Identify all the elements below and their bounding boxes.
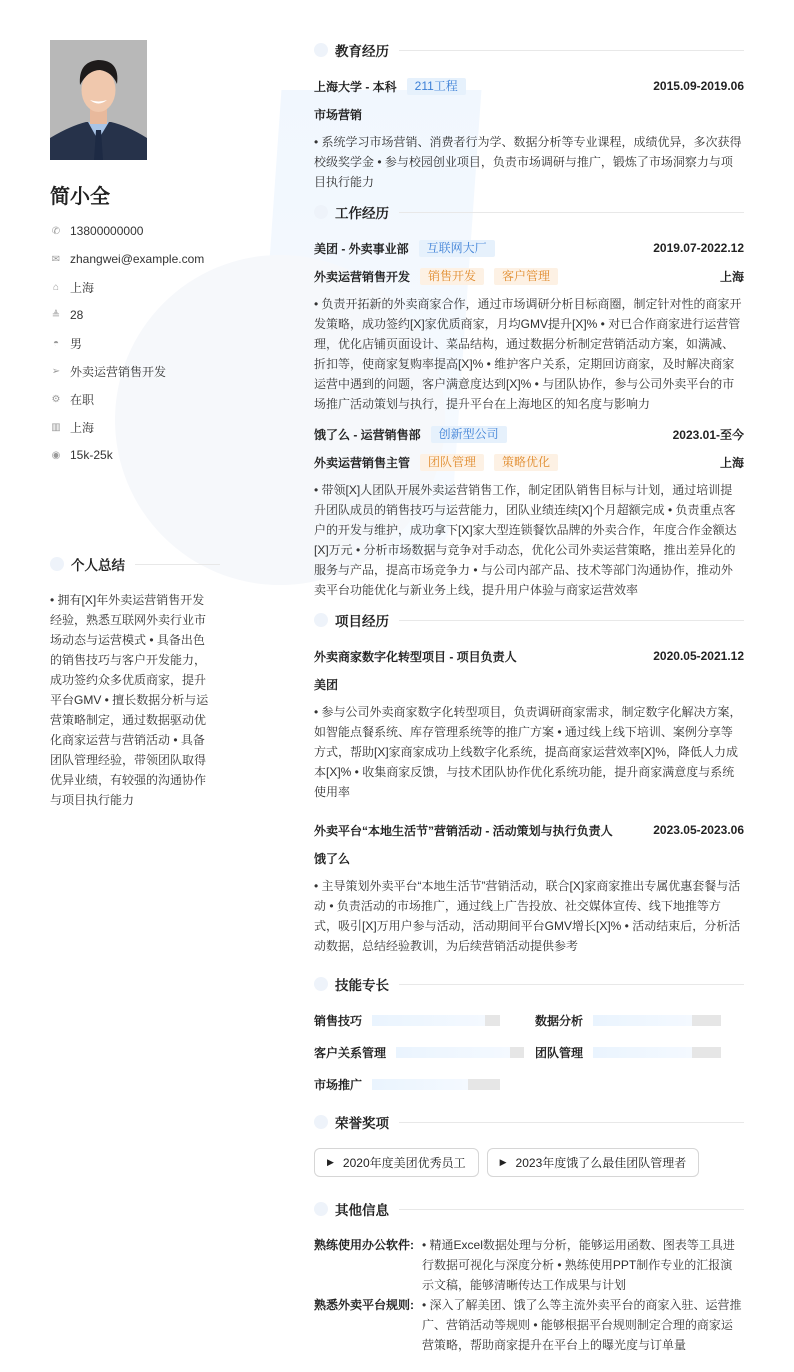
work-date: 2023.01-至今 — [672, 427, 744, 442]
contact-gender — [50, 329, 220, 357]
work-city: 上海 — [719, 269, 744, 284]
contact-city — [50, 413, 220, 441]
skill-level-fill — [396, 1047, 510, 1058]
divider — [399, 1122, 744, 1123]
contact-text: 13800000000 — [70, 224, 144, 238]
award-item — [487, 1148, 700, 1177]
project-desc: • 参与公司外卖商家数字化转型项目，负责调研商家需求，制定数字化解决方案，如智能点餐系统、库存管理系统等的推广方案 • 通过线上线下培训、案例分享等方式，帮助[X]家商家成功上线数字化系统，提高商家运营效率[X]%，降低人力成本[X]% • 收集商家反馈，与技术团队协作优化系统功能，提升商家满意度与系统使用率 — [314, 705, 742, 799]
school-name: 上海大学 - 本科 — [314, 79, 397, 94]
project-entry — [314, 820, 744, 956]
project-org: 美团 — [314, 677, 339, 692]
section-header-other — [314, 1199, 744, 1219]
role-tag: 客户管理 — [494, 268, 558, 285]
other-item — [314, 1235, 744, 1295]
project-date: 2023.05-2023.06 — [653, 823, 744, 837]
section-header-awards — [314, 1112, 744, 1132]
role-tag: 策略优化 — [494, 454, 558, 471]
send-icon: ➢ — [51, 365, 61, 377]
divider — [399, 984, 744, 985]
work-entry — [314, 424, 744, 600]
project-name: 外卖商家数字化转型项目 - 项目负责人 — [314, 649, 517, 664]
section-dot-icon — [314, 205, 328, 219]
section-dot-icon — [314, 977, 328, 991]
skill-level-bar — [372, 1015, 500, 1026]
salary-icon: ◉ — [51, 449, 61, 461]
project-org: 饿了么 — [314, 851, 351, 866]
role-tag: 销售开发 — [420, 268, 484, 285]
phone-icon: ✆ — [51, 225, 61, 237]
skill-item — [314, 1074, 535, 1094]
skill-item — [314, 1042, 535, 1062]
skill-item — [314, 1010, 535, 1030]
skill-level-fill — [372, 1015, 485, 1026]
work-desc: • 带领[X]人团队开展外卖运营销售工作，制定团队销售目标与计划，通过培训提升团队成员的销售技巧与运营能力，团队业绩连续[X]个月超额完成 • 负责重点客户的开发与维护，成功拿下[X]家大型连锁餐饮品牌的外卖合作，年度合作金额达[X]万元 • 分析市场数据与竞争对手动态，优化公司外卖运营策略，推出差异化的服务与产品，提高市场竞争力 • 与公司内部产品、技术等部门沟通协作，推动外卖平台功能优化与新业务上线，提升用户体验与商家运营效率 — [314, 483, 737, 597]
skill-level-fill — [372, 1079, 468, 1090]
contact-text: 28 — [70, 308, 84, 322]
contact-text: 上海 — [70, 420, 95, 435]
skill-name: 数据分析 — [535, 1013, 584, 1028]
contact-status — [50, 385, 220, 413]
project-desc: • 主导策划外卖平台“本地生活节”营销活动，联合[X]家商家推出专属优惠套餐与活动 • 负责活动的市场推广，通过线上广告投放、社交媒体宣传、线下地推等方式，吸引[X]万用户参与活动，活动期间平台GMV增长[X]% • 活动结束后，分析活动数据，总结经验教训，为后续营销活动提供参考 — [314, 879, 741, 953]
skill-level-fill — [593, 1047, 692, 1058]
gender-icon: ◓ — [52, 337, 60, 349]
section-dot-icon — [314, 1115, 328, 1129]
contact-text: 在职 — [70, 392, 95, 407]
contact-position — [50, 357, 220, 385]
play-triangle-icon: ▶ — [499, 1157, 507, 1167]
section-title: 个人总结 — [71, 558, 125, 573]
other-text: • 精通Excel数据处理与分析，能够运用函数、图表等工具进行数据可视化与深度分析 • 熟练使用PPT制作专业的汇报演示文稿，能够清晰传达工作成果与计划 — [422, 1238, 735, 1292]
contact-list — [50, 217, 220, 469]
project-entry — [314, 646, 744, 802]
awards-list — [314, 1148, 744, 1177]
contact-text: zhangwei@example.com — [70, 252, 205, 266]
divider — [399, 50, 744, 51]
section-dot-icon — [314, 1202, 328, 1216]
company-name: 美团 - 外卖事业部 — [314, 241, 409, 256]
education-date: 2015.09-2019.06 — [653, 79, 744, 93]
cake-icon: ≜ — [51, 309, 61, 321]
mail-icon: ✉ — [51, 253, 61, 265]
section-title: 技能专长 — [335, 978, 389, 993]
main-content — [314, 40, 744, 1355]
skill-name: 市场推广 — [314, 1077, 363, 1092]
sidebar — [50, 40, 220, 810]
other-text: • 深入了解美团、饿了么等主流外卖平台的商家入驻、运营推广、营销活动等规则 • 能够根据平台规则制定合理的商家运营策略，帮助商家提升在平台上的曝光度与订单量 — [422, 1298, 742, 1352]
skill-name: 客户关系管理 — [314, 1045, 387, 1060]
company-tag: 互联网大厂 — [419, 240, 495, 257]
project-name: 外卖平台“本地生活节”营销活动 - 活动策划与执行负责人 — [314, 823, 613, 838]
company-name: 饿了么 - 运营销售部 — [314, 427, 421, 442]
skill-level-fill — [593, 1015, 692, 1026]
section-header-education — [314, 40, 744, 60]
major: 市场营销 — [314, 107, 363, 122]
contact-hometown — [50, 273, 220, 301]
profile-photo — [50, 40, 147, 160]
section-header-skills — [314, 974, 744, 994]
contact-age — [50, 301, 220, 329]
divider — [135, 564, 220, 565]
other-label: 熟悉外卖平台规则: — [314, 1298, 414, 1312]
skill-level-bar — [593, 1015, 721, 1026]
contact-text: 15k-25k — [70, 448, 113, 462]
candidate-name: 简小全 — [50, 186, 110, 208]
home-icon: ⌂ — [52, 281, 60, 293]
section-dot-icon — [50, 557, 64, 571]
work-entry — [314, 238, 744, 414]
award-name: 2023年度饿了么最佳团队管理者 — [515, 1156, 687, 1170]
work-date: 2019.07-2022.12 — [653, 241, 744, 255]
company-tag: 创新型公司 — [431, 426, 507, 443]
education-desc: • 系统学习市场营销、消费者行为学、数据分析等专业课程，成绩优异，多次获得校级奖学金 • 参与校园创业项目，负责市场调研与推广，锻炼了市场洞察力与项目执行能力 — [314, 135, 742, 189]
section-header-projects — [314, 610, 744, 630]
skill-level-bar — [372, 1079, 500, 1090]
contact-phone — [50, 217, 220, 245]
work-desc: • 负责开拓新的外卖商家合作，通过市场调研分析目标商圈，制定针对性的商家开发策略，成功签约[X]家优质商家，月均GMV提升[X]% • 对已合作商家进行运营管理，优化店铺页面设计、菜品结构，通过数据分析制定营销活动方案，如满减、折扣等，使商家复购率提高[X]% • 维护客户关系，定期回访商家，及时解决商家运营中遇到的问题，客户满意度达到[X]% • 与团队协作，参与公司外卖平台的市场推广活动策划与执行，提升平台在上海地区的知名度与影响力 — [314, 297, 742, 411]
other-item — [314, 1295, 744, 1355]
contact-text: 上海 — [70, 280, 95, 295]
project-date: 2020.05-2021.12 — [653, 649, 744, 663]
contact-email — [50, 245, 220, 273]
contact-text: 男 — [70, 336, 83, 351]
skill-level-bar — [593, 1047, 721, 1058]
status-icon: ⚙ — [51, 393, 61, 405]
divider — [399, 620, 744, 621]
award-name: 2020年度美团优秀员工 — [342, 1156, 466, 1170]
contact-text: 外卖运营销售开发 — [70, 364, 167, 379]
award-item — [314, 1148, 479, 1177]
job-role: 外卖运营销售开发 — [314, 269, 411, 284]
work-city: 上海 — [719, 455, 744, 470]
school-tag: 211工程 — [407, 78, 466, 95]
section-title: 工作经历 — [335, 206, 389, 221]
skill-item — [535, 1042, 744, 1062]
section-dot-icon — [314, 43, 328, 57]
divider — [399, 212, 744, 213]
divider — [399, 1209, 744, 1210]
play-triangle-icon: ▶ — [327, 1157, 334, 1167]
section-title: 教育经历 — [335, 44, 389, 59]
section-dot-icon — [314, 613, 328, 627]
skills-grid — [314, 1010, 744, 1094]
section-header-summary — [50, 554, 220, 574]
skill-name: 销售技巧 — [314, 1013, 363, 1028]
contact-salary — [50, 441, 220, 469]
building-icon: ▥ — [51, 421, 61, 433]
other-label: 熟练使用办公软件: — [314, 1238, 414, 1252]
education-entry — [314, 76, 744, 192]
section-title: 项目经历 — [335, 614, 389, 629]
job-role: 外卖运营销售主管 — [314, 455, 411, 470]
section-title: 其他信息 — [335, 1203, 389, 1218]
summary-text: • 拥有[X]年外卖运营销售开发经验，熟悉互联网外卖行业市场动态与运营模式 • 具备出色的销售技巧与客户开发能力，成功签约众多优质商家，提升平台GMV • 擅长数据分析与运营策略制定，通过数据驱动优化商家运营与营销活动 • 具备团队管理经验，带领团队取得优异业绩，有较强的沟通协作与项目执行能力 — [50, 593, 209, 807]
section-header-work — [314, 202, 744, 222]
skill-item — [535, 1010, 744, 1030]
section-title: 荣誉奖项 — [335, 1116, 389, 1131]
skill-name: 团队管理 — [535, 1045, 584, 1060]
role-tag: 团队管理 — [420, 454, 484, 471]
skill-level-bar — [396, 1047, 524, 1058]
